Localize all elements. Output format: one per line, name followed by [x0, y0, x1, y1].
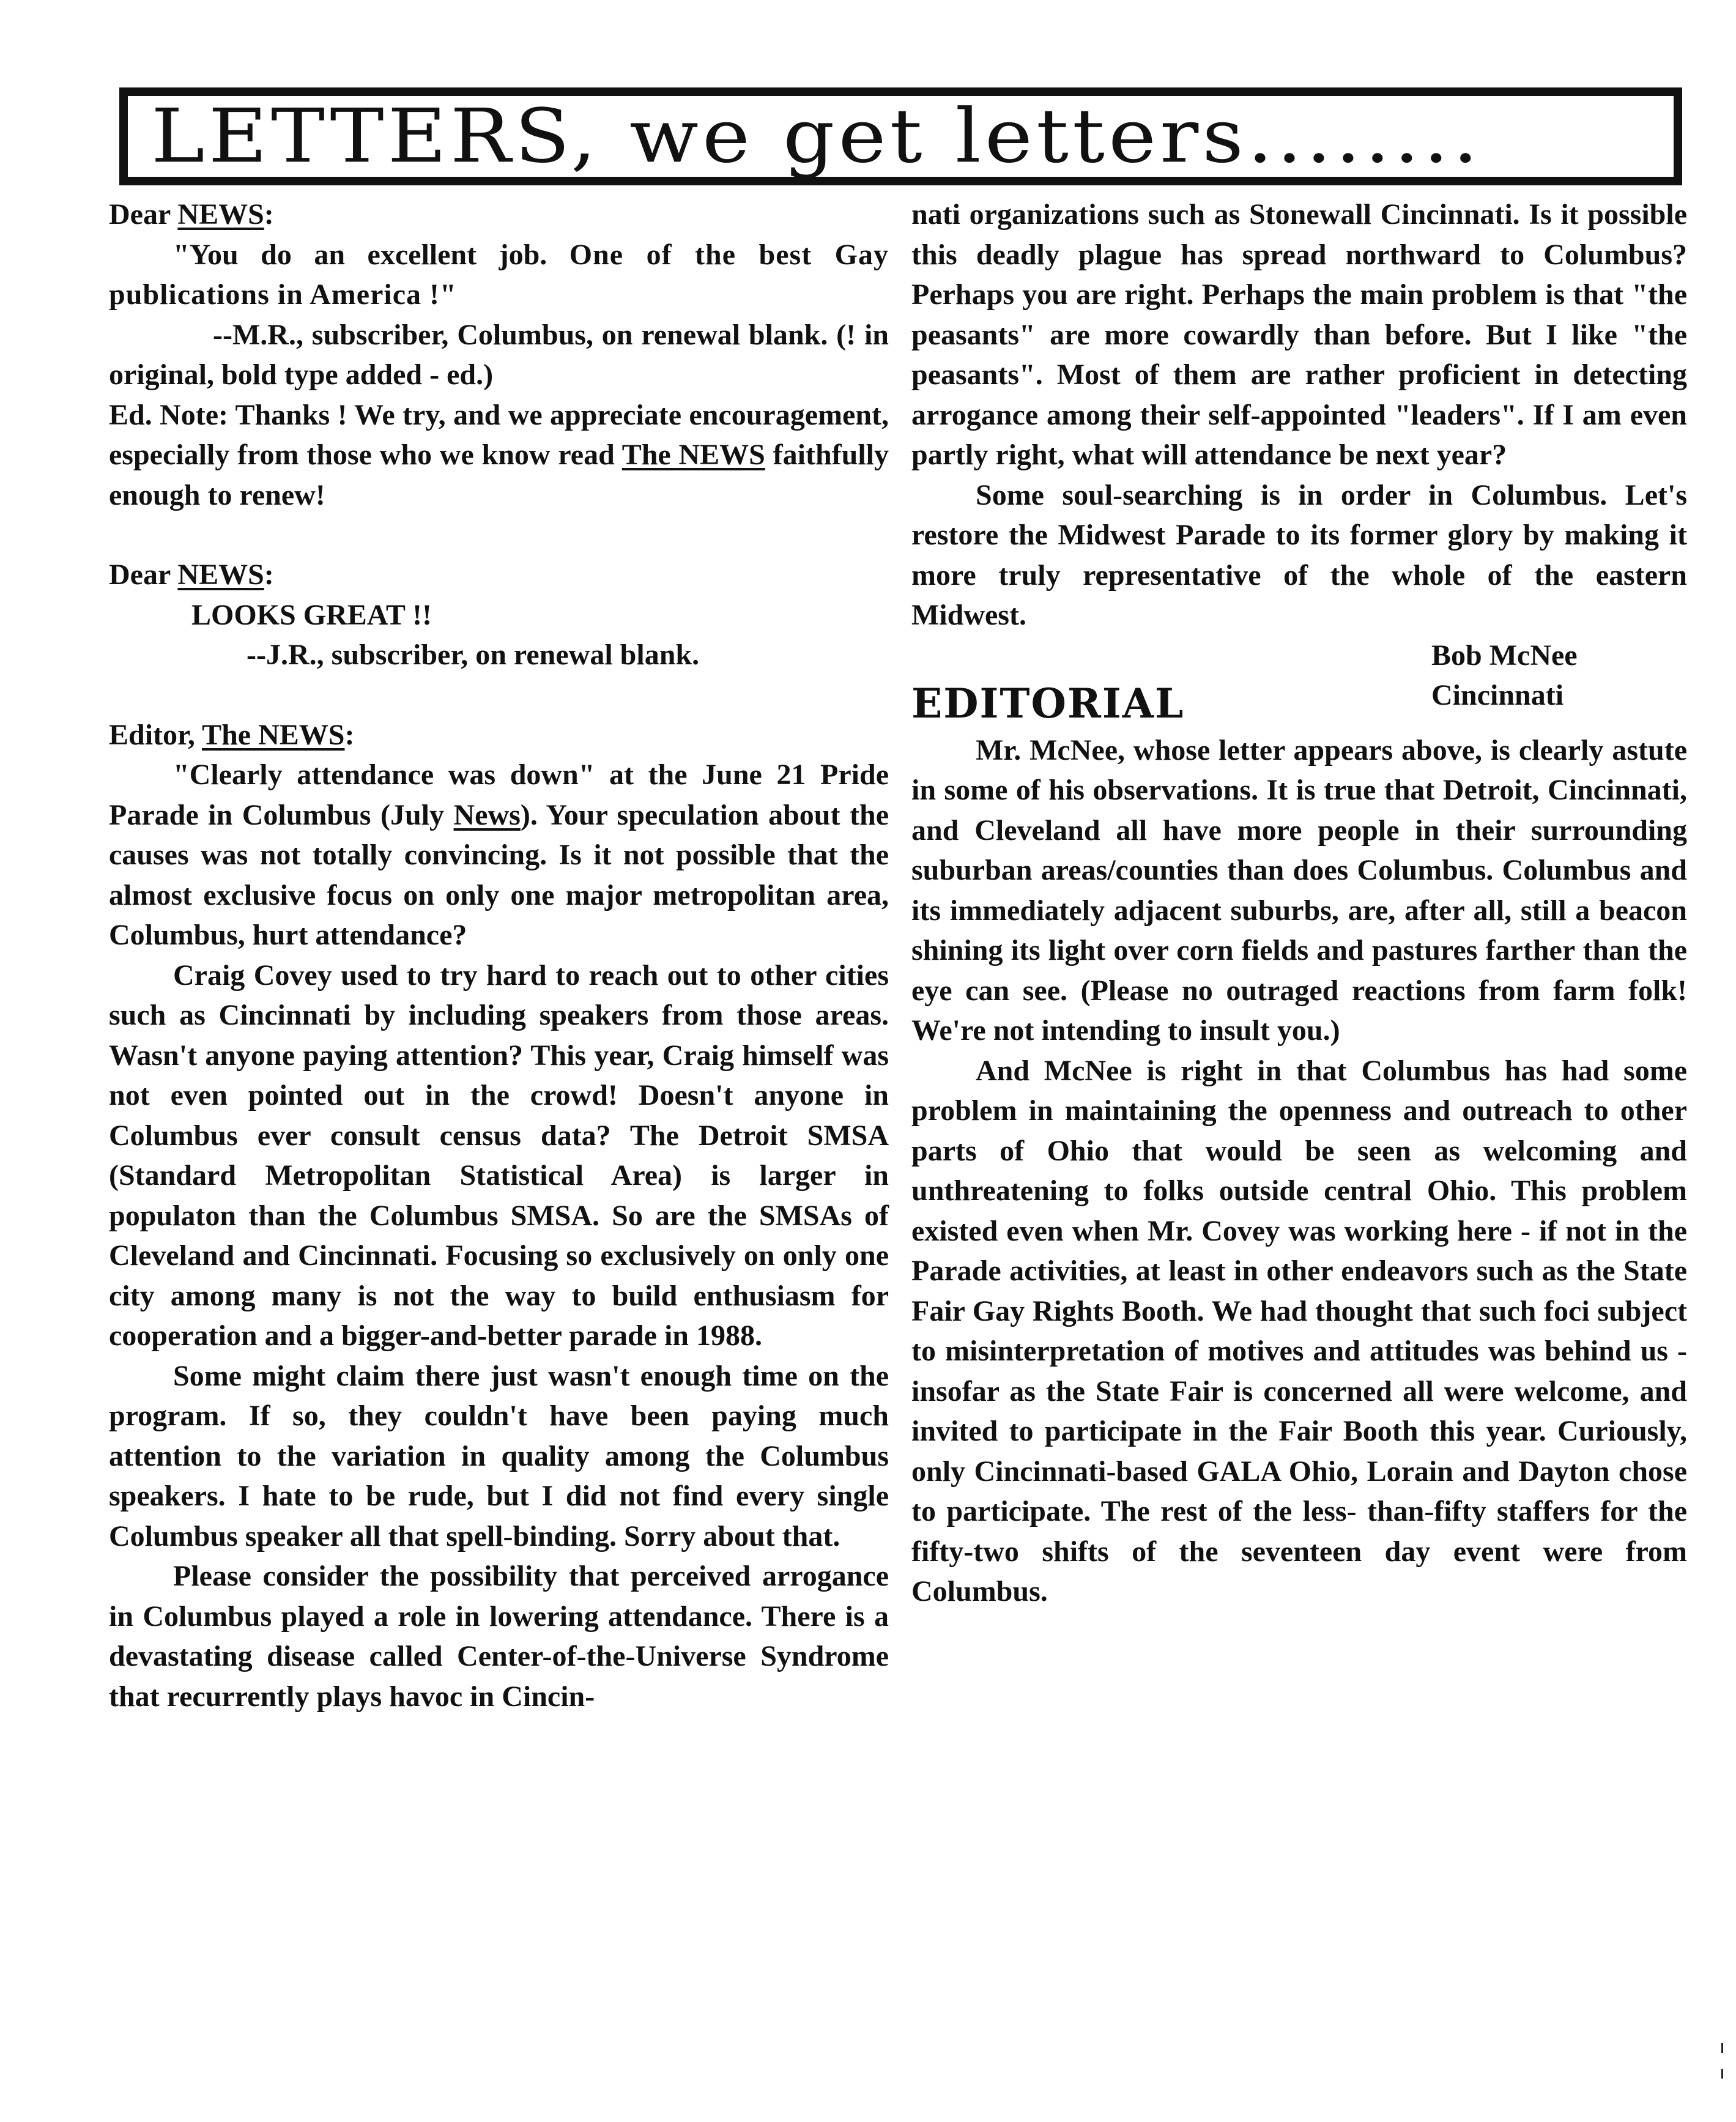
- salutation-underlined: The NEWS: [202, 718, 345, 751]
- right-column: [911, 195, 1687, 1612]
- salutation-suffix: :: [264, 198, 274, 231]
- quote-bold: One of the best Gay publications in America !: [109, 238, 889, 311]
- letter-1-quote: [109, 235, 889, 315]
- quote-close: ": [440, 278, 456, 311]
- salutation-suffix: :: [344, 718, 355, 751]
- editorial-paragraph-2: And McNee is right in that Columbus has had some problem in maintaining the openness and outreach to other parts of Ohio that would be seen as welcoming and unthreatening to folks outside central Ohio. This problem existed even when Mr. Covey was working here - if not in the Parade activities, at least in other endeavors such as the State Fair Gay Rights Booth. We had thought that such foci subject to misinterpretation of motives and attitudes was behind us - insofar as the State Fair is concerned all were welcome, and invited to participate in the Fair Booth this year. Curiously, only Cincinnati-based GALA Ohio, Lorain and Dayton chose to participate. The rest of the less- than-fifty staffers for the fifty-two shifts of the seventeen day event were from Columbus.: [911, 1054, 1687, 1608]
- salutation-prefix: Dear: [109, 558, 178, 591]
- margin-tick-mark: [1721, 2069, 1723, 2079]
- editor-note-underlined: The NEWS: [621, 439, 765, 471]
- spacer: [109, 515, 889, 555]
- letter-3-salutation: [109, 715, 889, 755]
- letter-1: [109, 195, 889, 515]
- masthead-title: LETTERS, we get letters........: [151, 93, 1482, 180]
- quote-plain: "You do an excellent job.: [173, 238, 569, 271]
- letter-3-paragraph-2: Craig Covey used to try hard to reach out to other cities such as Cincinnati by including speakers from those areas. Wasn't anyone paying attention? This year, Craig himself was not even pointed out in the crowd! Doesn't anyone in Columbus ever consult census data? The Detroit SMSA (Standard Metropolitan Statistical Area) is larger in populaton than the Columbus SMSA. So are the SMSAs of Cleveland and Cincinnati. Focusing so exclusively on only one city among many is not the way to build enthusiasm for cooperation and a bigger-and-better parade in 1988.: [109, 959, 889, 1352]
- masthead-box: [119, 87, 1682, 185]
- letter-3-paragraph-5: Some soul-searching is in order in Columbus. Let's restore the Midwest Parade to its former glory by making it more truly representative of the whole of the eastern Midwest.: [911, 478, 1687, 631]
- editorial-heading: EDITORIAL: [911, 679, 1185, 727]
- spacer: [109, 675, 889, 715]
- signature-city: Cincinnati: [1431, 679, 1564, 711]
- salutation-prefix: Editor,: [109, 718, 202, 751]
- p1-prefix: "Clearly attendance was down" at the June 21 Pride Parade in Columbus (July: [109, 759, 889, 831]
- signature-name: Bob McNee: [1431, 639, 1578, 672]
- letter-2-attribution: --J.R., subscriber, on renewal blank.: [247, 639, 700, 671]
- letter-2-body: LOOKS GREAT !!: [191, 598, 432, 631]
- salutation-underlined: NEWS: [177, 198, 264, 231]
- salutation-prefix: Dear: [109, 198, 178, 231]
- editor-note-prefix: Ed. Note: Thanks ! We try, and we appreciate encouragement, especially from those who we know read: [109, 398, 889, 471]
- letter-3-paragraph-4-continued: nati organizations such as Stonewall Cincinnati. Is it possible this deadly plague has spread northward to Columbus? Perhaps you are right. Perhaps the main problem is that "the peasants" are more cowardly than before. But I like "the peasants". Most of them are rather proficient in detecting arrogance among their self-appointed "leaders". If I am even partly right, what will attendance be next year?: [911, 198, 1687, 471]
- letter-2: [109, 555, 889, 675]
- p1-underlined: News: [453, 798, 521, 831]
- letter-3-paragraph-3: Some might claim there just wasn't enough time on the program. If so, they couldn't have been paying much attention to the variation in quality among the Columbus speakers. I hate to be rude, but I did not find every single Columbus speaker all that spell-binding. Sorry about that.: [109, 1359, 889, 1553]
- editor-note-suffix: faithfully enough to renew!: [109, 439, 889, 511]
- salutation-suffix: :: [264, 558, 274, 591]
- letter-3-paragraph-4-start: Please consider the possibility that perceived arrogance in Columbus played a role in lowering attendance. There is a devastating disease called Center-of-the-Universe Syndrome that recurrently plays havoc in Cincin-: [109, 1560, 889, 1713]
- salutation-underlined: NEWS: [177, 558, 264, 591]
- letter-3: [109, 715, 889, 1717]
- p1-suffix: ). Your speculation about the causes was not totally convincing. Is it not possible that the almost exclusive focus on only one major metropolitan area, Columbus, hurt attendance?: [109, 798, 889, 951]
- letter-2-salutation: [109, 555, 889, 595]
- editorial-paragraph-1: Mr. McNee, whose letter appears above, is clearly astute in some of his observations. It is true that Detroit, Cincinnati, and Cleveland all have more people in their surrounding suburban areas/counties than does Columbus. Columbus and its immediately adjacent suburbs, are, after all, still a beacon shining its light over corn fields and pastures farther than the eye can see. (Please no outraged reactions from farm folk! We're not intending to insult you.): [911, 733, 1687, 1047]
- left-column: [109, 195, 889, 1716]
- letter-1-attribution: --M.R., subscriber, Columbus, on renewal blank. (! in original, bold type added - ed.): [109, 318, 889, 391]
- letter-1-editor-note: [109, 395, 889, 516]
- letter-3-paragraph-1: [109, 755, 889, 955]
- margin-tick-mark: [1721, 2043, 1723, 2053]
- letter-1-salutation: [109, 195, 889, 235]
